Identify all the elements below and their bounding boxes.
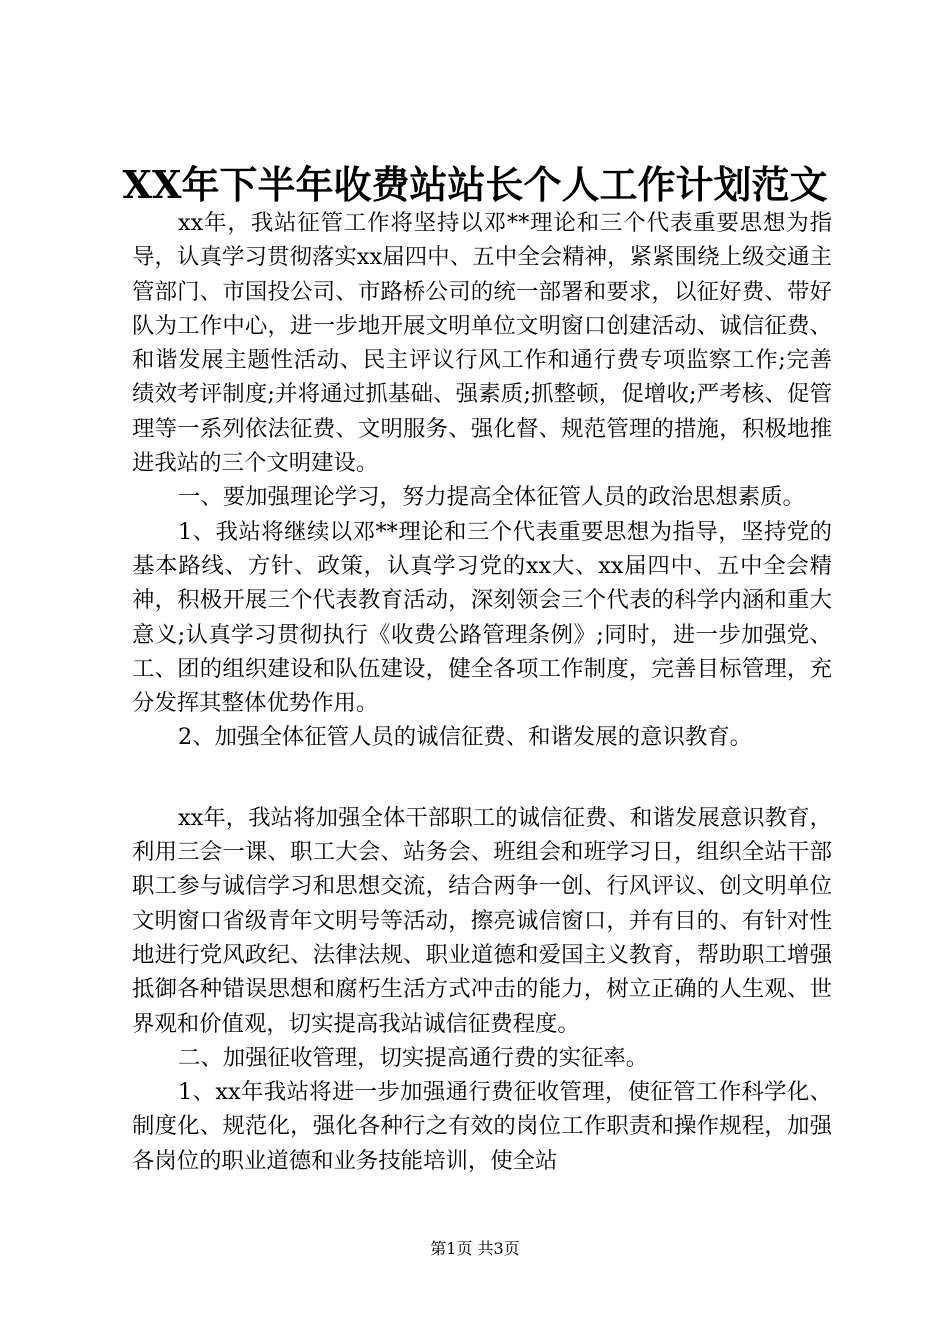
page-footer: 第1页 共3页: [430, 1239, 520, 1258]
paragraph-item-1-2: 2、加强全体征管人员的诚信征费、和谐发展的意识教育。: [178, 724, 753, 751]
paragraph-integrity-education: xx年，我站将加强全体干部职工的诚信征费、和谐发展意识教育，利用三会一课、职工大会、站务会、班组会和班学习日，组织全站干部职工参与诚信学习和思想交流，结合两争一创、行风评议、创文明单位文明窗口省级青年文明号等活动，擦亮诚信窗口，并有目的、有针对性地进行党风政纪、法律法规、职业道德和爱国主义教育，帮助职工增强抵御各种错误思想和腐朽生活方式冲击的能力，树立正确的人生观、世界观和价值观，切实提高我站诚信征费程度。: [132, 804, 832, 1037]
paragraph-intro: xx年，我站征管工作将坚持以邓**理论和三个代表重要思想为指导，认真学习贯彻落实xx届四中、五中全会精神，紧紧围绕上级交通主管部门、市国投公司、市路桥公司的统一部署和要求，以征好费、带好队为工作中心，进一步地开展文明单位文明窗口创建活动、诚信征费、和谐发展主题性活动、民主评议行风工作和通行费专项监察工作;完善绩效考评制度;并将通过抓基础、强素质;抓整顿，促增收;严考核、促管理等一系列依法征费、文明服务、强化督、规范管理的措施，积极地推进我站的三个文明建设。: [132, 210, 832, 477]
document-title: XX年下半年收费站站长个人工作计划范文: [122, 162, 828, 207]
paragraph-item-1-1: 1、我站将继续以邓**理论和三个代表重要思想为指导，坚持党的基本路线、方针、政策，认真学习党的xx大、xx届四中、五中全会精神，积极开展三个代表教育活动，深刻领会三个代表的科学内涵和重大意义;认真学习贯彻执行《收费公路管理条例》;同时，进一步加强党、工、团的组织建设和队伍建设，健全各项工作制度，完善目标管理，充分发挥其整体优势作用。: [132, 518, 832, 717]
document-body: [132, 206, 832, 1178]
section-heading-2: 二、加强征收管理，切实提高通行费的实征率。: [178, 1044, 649, 1071]
paragraph-item-2-1: 1、xx年我站将进一步加强通行费征收管理，使征管工作科学化、制度化、规范化，强化各种行之有效的岗位工作职责和操作规程，加强各岗位的职业道德和业务技能培训，使全站: [132, 1079, 832, 1174]
section-heading-1: 一、要加强理论学习，努力提高全体征管人员的政治思想素质。: [178, 484, 805, 511]
